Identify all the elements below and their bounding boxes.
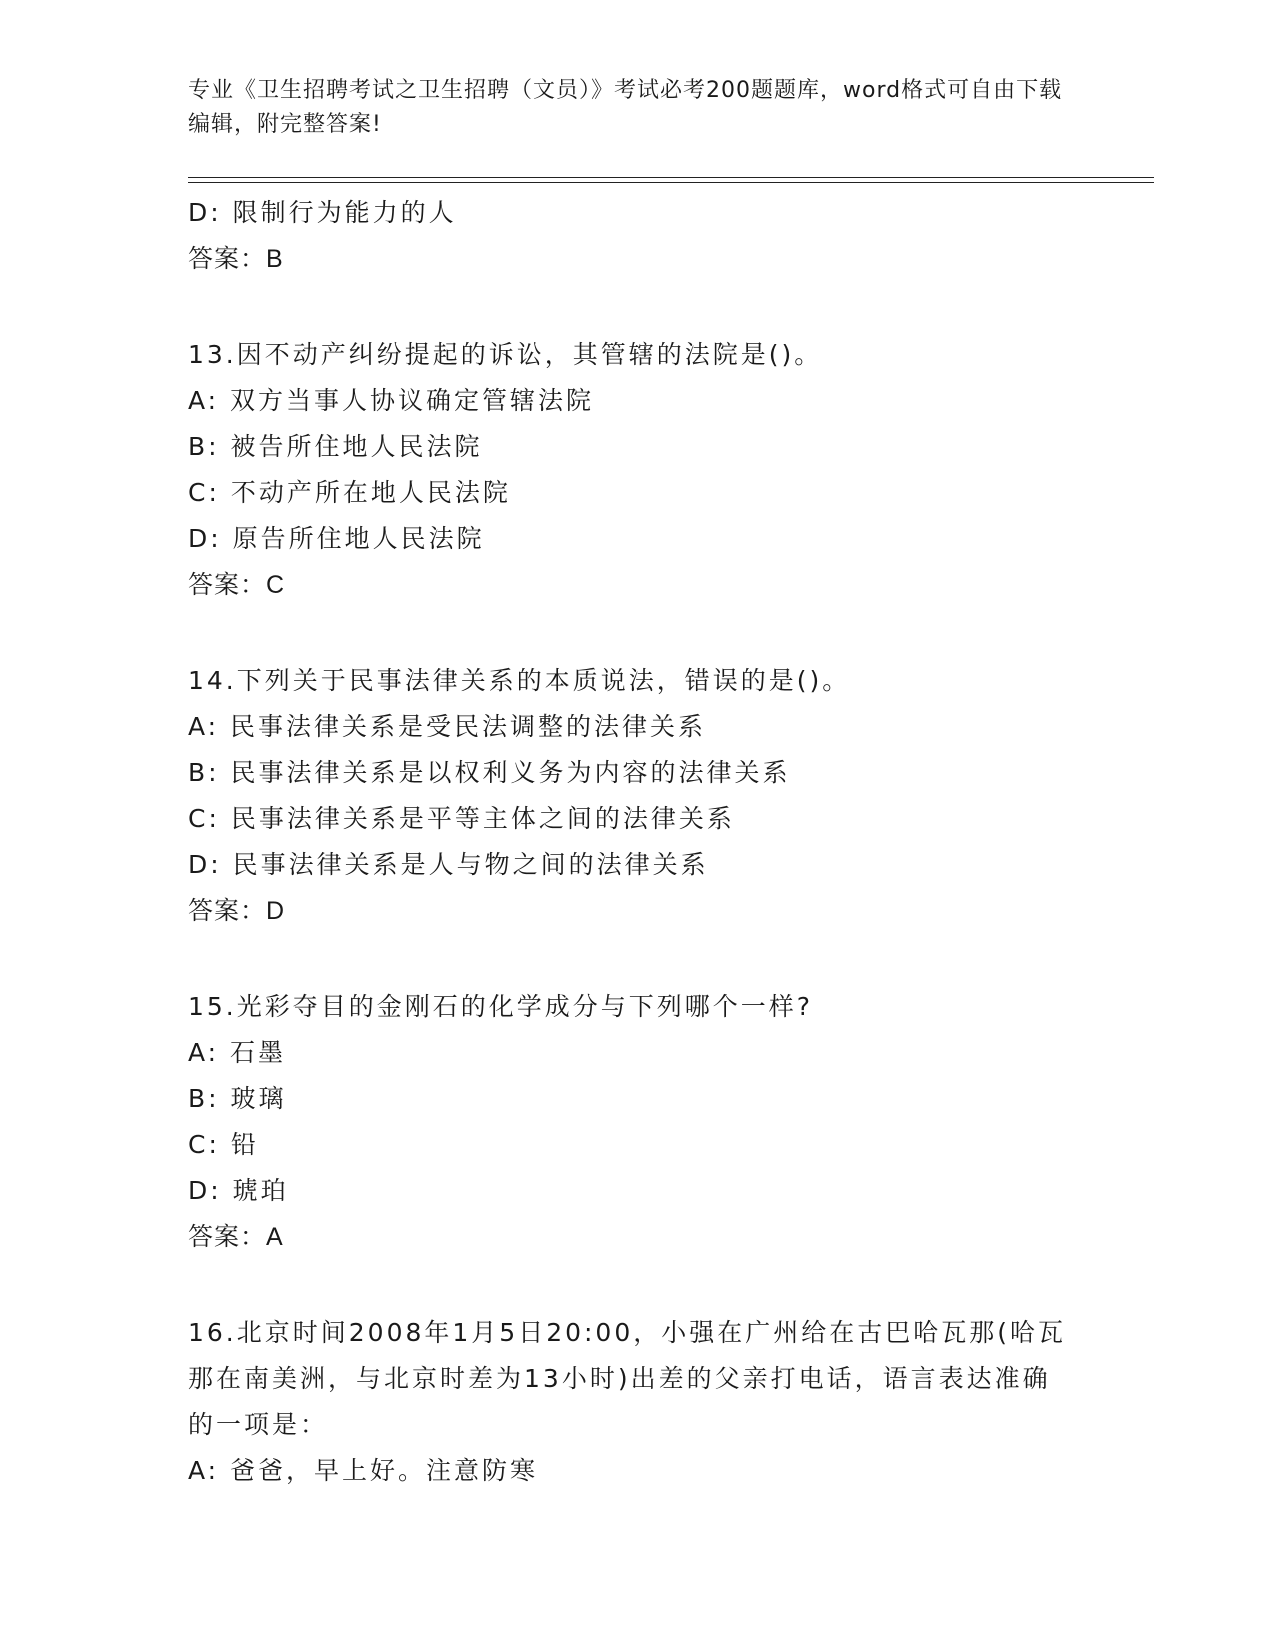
answer-prev: 答案：B <box>188 245 284 273</box>
question-14 <box>188 658 1088 934</box>
answer: 答案：C <box>188 571 286 599</box>
document-body <box>188 190 1088 1494</box>
question-13 <box>188 332 1088 608</box>
answer: 答案：D <box>188 897 286 925</box>
option-b: B: 民事法律关系是以权利义务为内容的法律关系 <box>188 758 791 787</box>
option-c: C: 民事法律关系是平等主体之间的法律关系 <box>188 804 735 833</box>
header-rule-bottom <box>188 182 1154 183</box>
question-stem: 14.下列关于民事法律关系的本质说法，错误的是()。 <box>188 666 851 695</box>
question-16 <box>188 1310 1088 1494</box>
question-stem: 15.光彩夺目的金刚石的化学成分与下列哪个一样? <box>188 992 814 1021</box>
option-d-prev: D: 限制行为能力的人 <box>188 198 457 227</box>
option-a: A: 石墨 <box>188 1038 287 1067</box>
option-c: C: 铅 <box>188 1130 259 1159</box>
document-header: 专业《卫生招聘考试之卫生招聘（文员）》考试必考200题题库，word格式可自由下载编辑，附完整答案! <box>188 78 1063 137</box>
option-b: B: 玻璃 <box>188 1084 287 1113</box>
question-stem: 13.因不动产纠纷提起的诉讼，其管辖的法院是()。 <box>188 340 823 369</box>
question-stem: 16.北京时间2008年1月5日20:00，小强在广州给在古巴哈瓦那(哈瓦那在南美洲，与北京时差为13小时)出差的父亲打电话，语言表达准确的一项是： <box>188 1318 1066 1439</box>
option-a: A: 双方当事人协议确定管辖法院 <box>188 386 595 415</box>
option-d: D: 民事法律关系是人与物之间的法律关系 <box>188 850 709 879</box>
option-a: A: 爸爸，早上好。注意防寒 <box>188 1456 539 1485</box>
option-d: D: 原告所住地人民法院 <box>188 524 485 553</box>
option-c: C: 不动产所在地人民法院 <box>188 478 511 507</box>
option-a: A: 民事法律关系是受民法调整的法律关系 <box>188 712 707 741</box>
question-15 <box>188 984 1088 1260</box>
option-d: D: 琥珀 <box>188 1176 289 1205</box>
option-b: B: 被告所住地人民法院 <box>188 432 483 461</box>
header-rule-top <box>188 177 1154 178</box>
answer: 答案：A <box>188 1223 284 1251</box>
